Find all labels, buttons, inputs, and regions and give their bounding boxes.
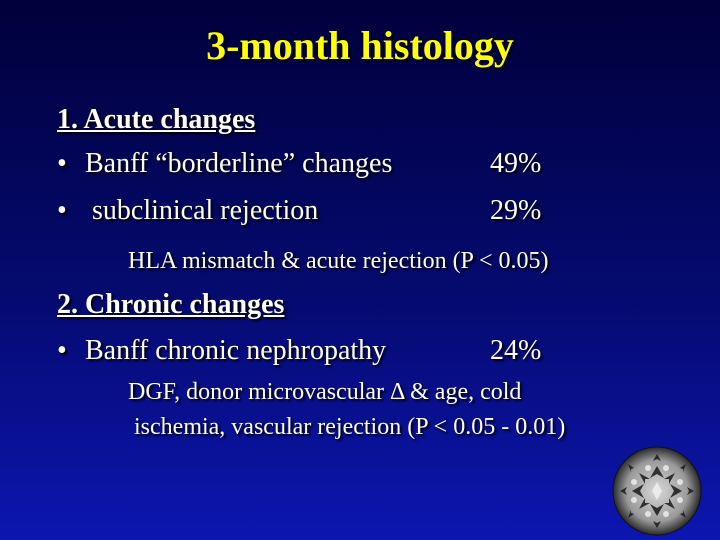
chronic-heading: 2. Chronic changes bbox=[57, 289, 285, 320]
chronic-note-line-2: ischemia, vascular rejection (P < 0.05 - 0.01) bbox=[128, 414, 566, 440]
acute-item-subclinical bbox=[57, 195, 318, 227]
acute-item-label: Banff “borderline” changes bbox=[85, 148, 393, 179]
chronic-note-line-1: DGF, donor microvascular Δ & age, cold bbox=[128, 379, 522, 405]
chronic-item-label: Banff chronic nephropathy bbox=[85, 335, 387, 366]
acute-item-borderline bbox=[57, 148, 392, 180]
slide-title: 3-month histology bbox=[206, 23, 514, 68]
acute-note: HLA mismatch & acute rejection (P < 0.05) bbox=[128, 248, 549, 274]
chronic-item-value: 24% bbox=[490, 335, 542, 366]
chronic-item-nephropathy bbox=[57, 335, 386, 367]
bullet: • bbox=[57, 148, 67, 179]
acute-heading: 1. Acute changes bbox=[57, 104, 256, 135]
acute-item-label: subclinical rejection bbox=[85, 195, 319, 226]
escher-circle-limit-icon bbox=[612, 446, 702, 536]
bullet: • bbox=[57, 195, 67, 226]
acute-item-value: 29% bbox=[490, 195, 542, 226]
acute-item-value: 49% bbox=[490, 148, 542, 179]
bullet: • bbox=[57, 335, 67, 366]
